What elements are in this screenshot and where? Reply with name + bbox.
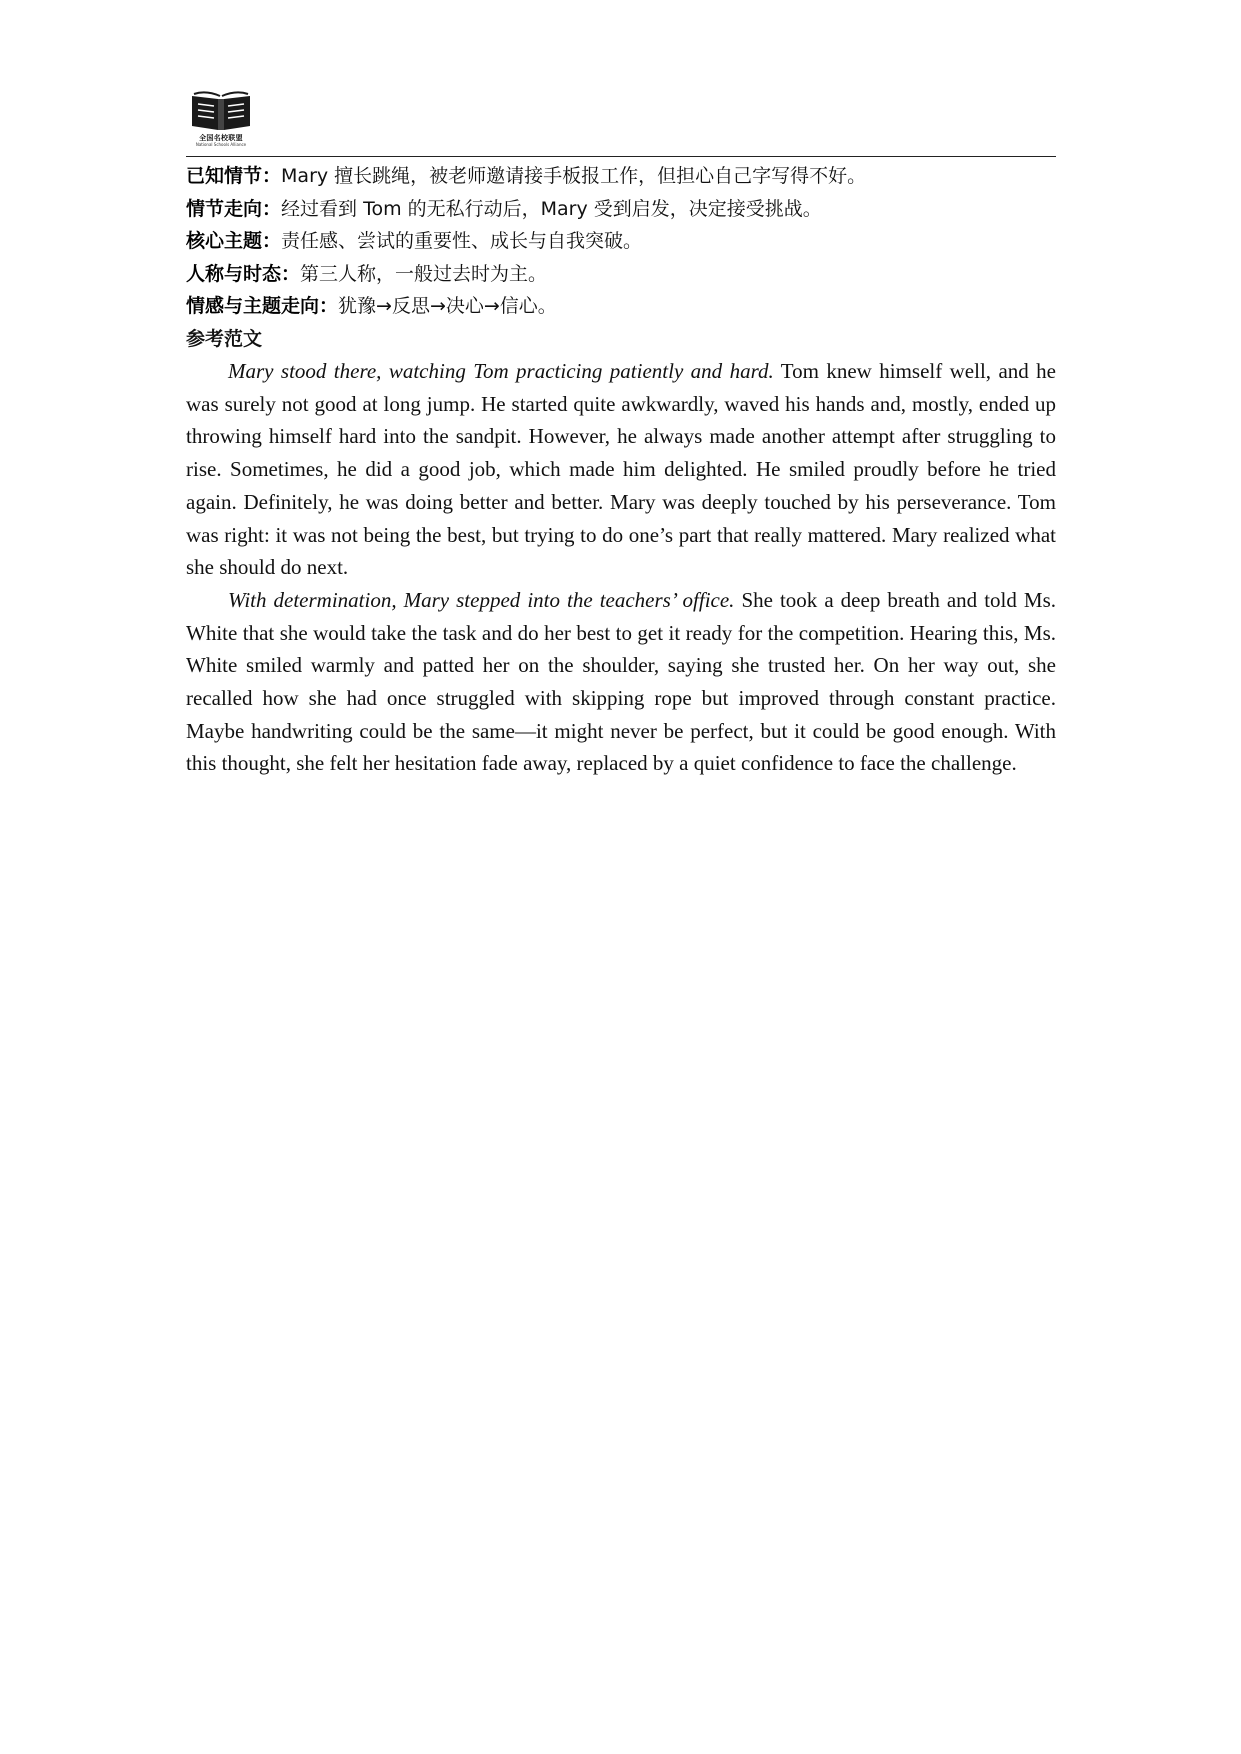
header-divider xyxy=(186,156,1056,157)
info-plot-direction xyxy=(186,193,1056,226)
info-label: 情节走向 xyxy=(186,197,263,220)
info-value: 第三人称，一般过去时为主。 xyxy=(300,262,548,285)
alliance-logo xyxy=(186,90,256,150)
info-value: 责任感、尝试的重要性、成长与自我突破。 xyxy=(281,230,643,252)
paragraph-body: Tom knew himself well, and he was surely not good at long jump. He started quite awkwardly, waved his hands and, mostly, ended up throwing himself hard into the sandpit. However, he always made another attempt after struggling to rise. Sometimes, he did a good job, which made him delighted. He smiled proudly before he tried again. Definitely, he was doing better and better. Mary was deeply touched by his perseverance. Tom was right: it was not being the best, but trying to do one’s part that really mattered. Mary realized what she should do next. xyxy=(186,359,1056,580)
info-emotion-direction xyxy=(186,290,1056,323)
info-core-theme xyxy=(186,225,1056,258)
info-known-plot xyxy=(186,160,1056,193)
info-separator: ： xyxy=(281,262,301,285)
page-header xyxy=(186,90,1056,158)
info-value: Mary 擅长跳绳，被老师邀请接手板报工作，但担心自己字写得不好。 xyxy=(281,165,867,187)
paragraph-lead-sentence: With determination, Mary stepped into the teachers’ office. xyxy=(228,587,735,612)
info-value: 经过看到 Tom 的无私行动后，Mary 受到启发，决定接受挑战。 xyxy=(281,197,822,220)
logo-chinese-text: 全国名校联盟 xyxy=(199,134,243,142)
essay-paragraph-1 xyxy=(186,355,1056,584)
info-separator: ： xyxy=(262,165,282,187)
info-separator: ： xyxy=(262,197,282,220)
paragraph-body: She took a deep breath and told Ms. White that she would take the task and do her best to get it ready for the competition. Hearing this, Ms. White smiled warmly and patted her on the shoulder, saying she trusted her. On her way out, she recalled how she had once struggled with skipping rope but improved through constant practice. Maybe handwriting could be the same—it might never be perfect, but it could be good enough. With this thought, she felt her hesitation fade away, replaced by a quiet confidence to face the challenge. xyxy=(186,587,1056,776)
essay-paragraph-2 xyxy=(186,584,1056,780)
paragraph-lead-sentence: Mary stood there, watching Tom practicing patiently and hard. xyxy=(228,359,774,383)
open-book-icon xyxy=(190,90,252,132)
info-label: 核心主题 xyxy=(186,230,263,252)
info-label: 已知情节 xyxy=(186,165,263,187)
logo-english-text: National Schools Alliance xyxy=(195,142,247,147)
info-separator: ： xyxy=(319,295,339,317)
document-body xyxy=(186,160,1056,780)
info-label: 情感与主题走向 xyxy=(186,295,320,317)
info-separator: ： xyxy=(262,230,282,252)
info-value: 犹豫→反思→决心→信心。 xyxy=(338,295,557,317)
section-title: 参考范文 xyxy=(186,327,263,350)
info-person-tense xyxy=(186,258,1056,291)
info-label: 人称与时态 xyxy=(186,262,282,285)
